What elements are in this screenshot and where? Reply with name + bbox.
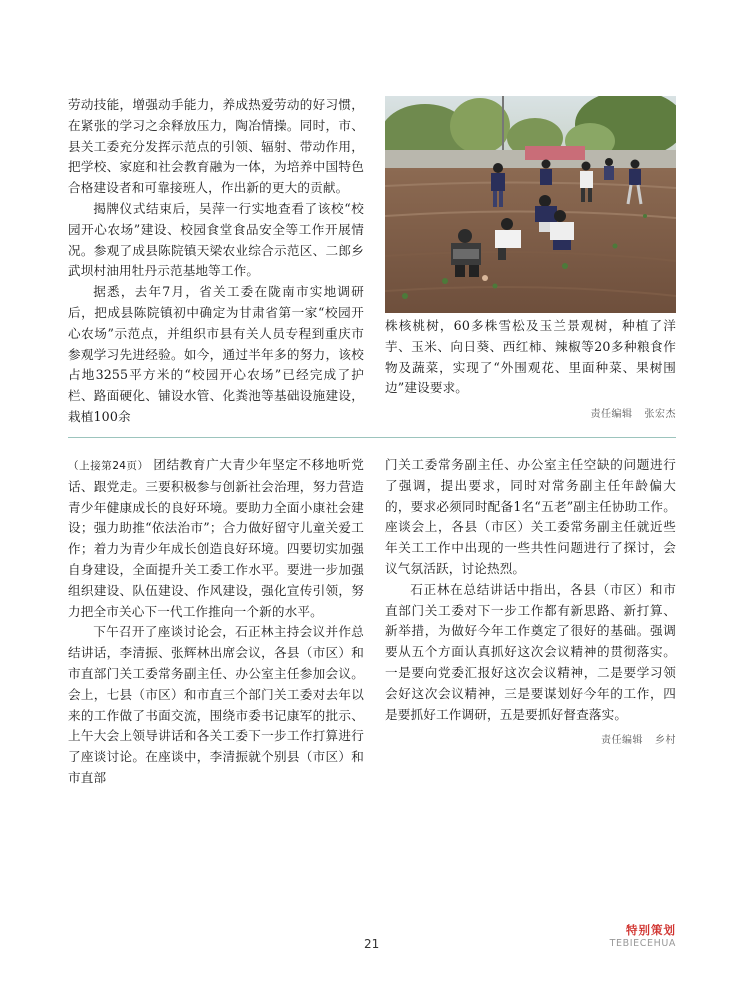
article-column-top-right <box>385 316 676 426</box>
paragraph: 石正林在总结讲话中指出，各县（市区）和市直部门关工委对下一步工作都有新思路、新打算、新举措，为做好今年工作奠定了很好的基础。强调要从五个方面认真抓好这次会议精神的贯彻落实。一是要向党委汇报好这次会议精神，二是要学习领会好这次会议精神，三是要谋划好今年的工作，四是要抓好工作调研，五是要抓好督查落实。 <box>385 581 676 722</box>
article-column-top-left <box>68 95 364 428</box>
paragraph: 株核桃树，60多株雪松及玉兰景观树，种植了洋芋、玉米、向日葵、西红柿、辣椒等20多种粮食作物及蔬菜，实现了“外围观花、里面种菜、果树围边”建设要求。 <box>385 318 676 396</box>
section-title-en: TEBIECEHUA <box>609 938 676 949</box>
editor-credit <box>385 405 676 426</box>
paragraph: 下午召开了座谈讨论会，石正林主持会议并作总结讲话，李清振、张辉林出席会议，各县（市区）和市直部门关工委常务副主任、办公室主任参加会议。会上，七县（市区）和市直三个部门关工委对去年以来的工作做了书面交流，围绕市委书记康军的批示、上午大会上领导讲话和各关工委下一步工作打算进行了座谈讨论。在座谈中，李清振就个别县（市区）和市直部 <box>68 624 364 785</box>
editor-credit <box>385 731 676 752</box>
paragraph <box>68 455 364 622</box>
continued-note: （上接第24页） <box>68 460 149 472</box>
editor-name: 乡村 <box>655 735 676 747</box>
field-planting-photo <box>385 96 676 313</box>
editor-label: 责任编辑 <box>590 409 633 421</box>
paragraph-text: 团结教育广大青少年坚定不移地听党话、跟党走。三要积极参与创新社会治理，努力营造青少年健康成长的良好环境。要助力全面小康社会建设；强力助推“依法治市”；合力做好留守儿童关爱工作；着力为青少年成长创造良好环境。四要切实加强自身建设，全面提升关工委工作水平。要进一步加强组织建设、队伍建设、作风建设，强化宣传引领，努力把全市关心下一代工作推向一个新的水平。 <box>68 457 364 619</box>
paragraph: 劳动技能，增强动手能力，养成热爱劳动的好习惯，在紧张的学习之余释放压力，陶冶情操。同时，市、县关工委充分发挥示范点的引领、辐射、带动作用，把学校、家庭和社会教育融为一体，为培养中国特色合格建设者和可靠接班人，作出新的更大的贡献。 <box>68 97 364 196</box>
editor-name: 张宏杰 <box>644 409 676 421</box>
paragraph: 门关工委常务副主任、办公室主任空缺的问题进行了强调，提出要求，同时对常务副主任年龄偏大的，要求必须同时配备1名“五老”副主任协助工作。座谈会上，各县（市区）关工委常务副主任就近些年关工工作中出现的一些共性问题进行了探讨，会议气氛活跃，讨论热烈。 <box>385 457 676 576</box>
editor-label: 责任编辑 <box>601 735 643 747</box>
article-column-bottom-left <box>68 455 364 789</box>
article-column-bottom-right <box>385 455 676 752</box>
section-divider <box>68 437 676 438</box>
section-title-cn: 特别策划 <box>626 923 676 937</box>
section-brand <box>610 922 676 949</box>
paragraph: 据悉，去年7月，省关工委在陇南市实地调研后，把成县陈院镇初中确定为甘肃省第一家“校园开心农场”示范点，并组织市县有关人员专程到重庆市参观学习先进经验。如今，通过半年多的努力，该校占地3255平方米的“校园开心农场”已经完成了护栏、路面硬化、铺设水管、化粪池等基础设施建设，栽植100余 <box>68 284 364 424</box>
page-number: 21 <box>364 937 380 951</box>
paragraph: 揭牌仪式结束后，吴萍一行实地查看了该校“校园开心农场”建设、校园食堂食品安全等工作开展情况。参观了成县陈院镇天梁农业综合示范区、二郎乡武坝村油用牡丹示范基地等工作。 <box>68 200 364 279</box>
